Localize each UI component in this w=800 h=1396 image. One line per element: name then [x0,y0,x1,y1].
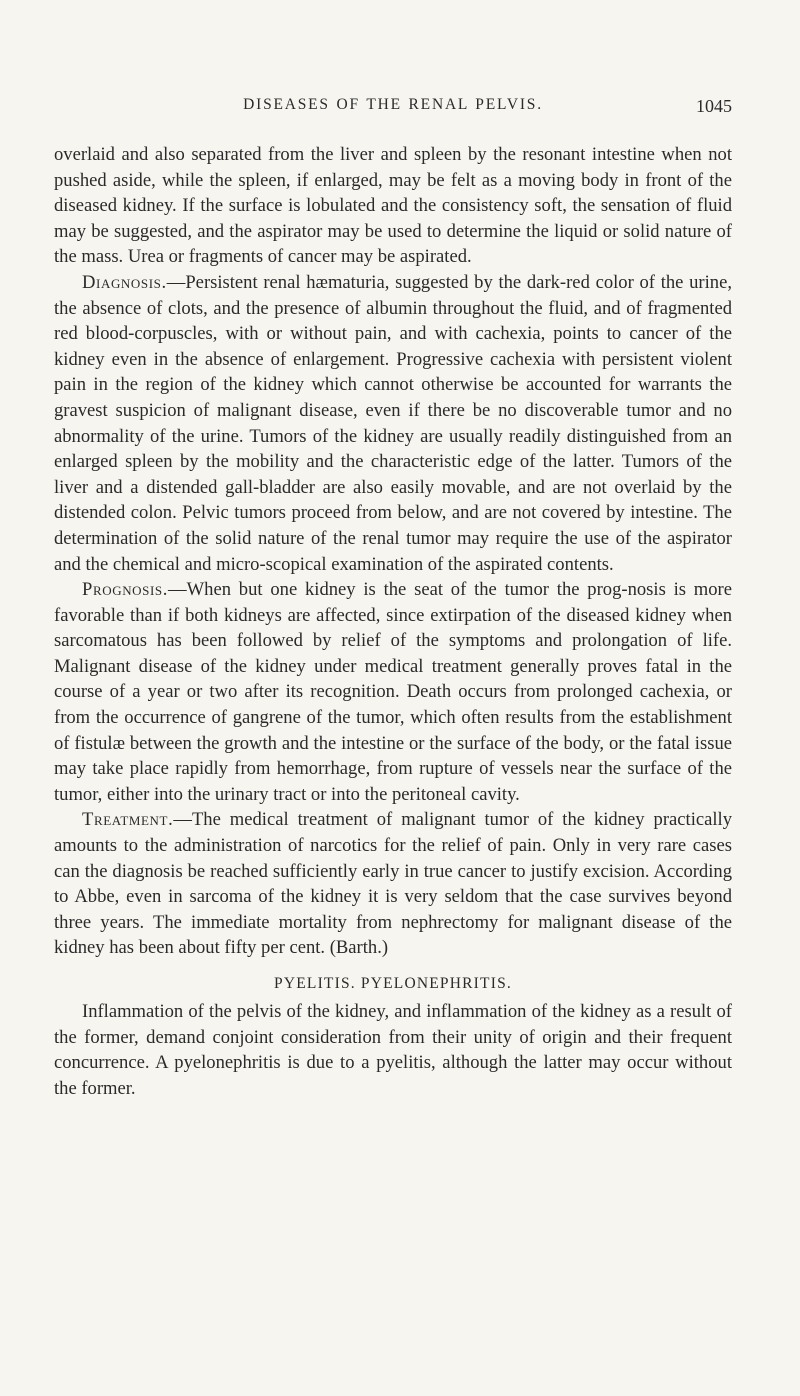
body-text [54,142,732,1101]
paragraph-pyelitis: Inflammation of the pelvis of the kidney, and inflammation of the kidney as a result of the former, demand conjoint consideration from their unity of origin and their frequent concurrence. A pyelonephritis is due to a pyelitis, although the latter may occur without the former. [54,1001,732,1099]
section-heading: PYELITIS. PYELONEPHRITIS. [274,975,512,992]
paragraph-continuation: overlaid and also separated from the liver and spleen by the resonant intestine when not pushed aside, while the spleen, if enlarged, may be felt as a moving body in front of the diseased kidney. If the surface is lobulated and the consistency soft, the sensation of fluid may be suggested, and the aspirator may be used to determine the liquid or solid nature of the mass. Urea or fragments of cancer may be aspirated. [54,144,732,268]
page-number: 1045 [696,96,732,116]
prognosis-label: Prognosis. [82,579,169,601]
running-title: DISEASES OF THE RENAL PELVIS. [243,96,543,113]
paragraph-treatment [54,807,732,961]
book-page [54,96,732,1101]
running-header [54,96,732,126]
diagnosis-label: Diagnosis. [82,271,167,293]
treatment-text: —The medical treatment of malignant tumor of the kidney practically amounts to the administration of narcotics for the relief of pain. Only in very rare cases can the diagnosis be reached sufficiently early in true cancer to justify excision. According to Abbe, even in sarcoma of the kidney it is very seldom that the case survives beyond three years. The immediate mortality from nephrectomy for malignant disease of the kidney has been about fifty per cent. (Barth.) [54,809,732,959]
paragraph-prognosis [54,577,732,807]
prognosis-text: —When but one kidney is the seat of the tumor the prog-nosis is more favorable than if both kidneys are affected, since extirpation of the diseased kidney when sarcomatous has been followed by relief of the symptoms and prolongation of life. Malignant disease of the kidney under medical treatment generally proves fatal in the course of a year or two after its recognition. Death occurs from prolonged cachexia, or from the occurrence of gangrene of the tumor, which often results from the establishment of fistulæ between the growth and the intestine or the surface of the body, or the fatal issue may take place rapidly from hemorrhage, from rupture of vessels near the surface of the tumor, either into the urinary tract or into the peritoneal cavity. [54,579,732,805]
diagnosis-text: —Persistent renal hæmaturia, suggested by the dark-red color of the urine, the absence of clots, and the presence of albumin throughout the fluid, and of fragmented red blood-corpuscles, with or without pain, and with cachexia, points to cancer of the kidney even in the absence of enlargement. Progressive cachexia with persistent violent pain in the region of the kidney which cannot otherwise be accounted for warrants the gravest suspicion of malignant disease, even if there be no discoverable tumor and no abnormality of the urine. Tumors of the kidney are usually readily distinguished from an enlarged spleen by the mobility and the characteristic edge of the latter. Tumors of the liver and a distended gall-bladder are also easily movable, and are not overlaid by the distended colon. Pelvic tumors proceed from below, and are not covered by intestine. The determination of the solid nature of the renal tumor may require the use of the aspirator and the chemical and micro-scopical examination of the aspirated contents. [54,271,732,575]
paragraph-diagnosis [54,270,732,577]
treatment-label: Treatment. [82,809,174,831]
